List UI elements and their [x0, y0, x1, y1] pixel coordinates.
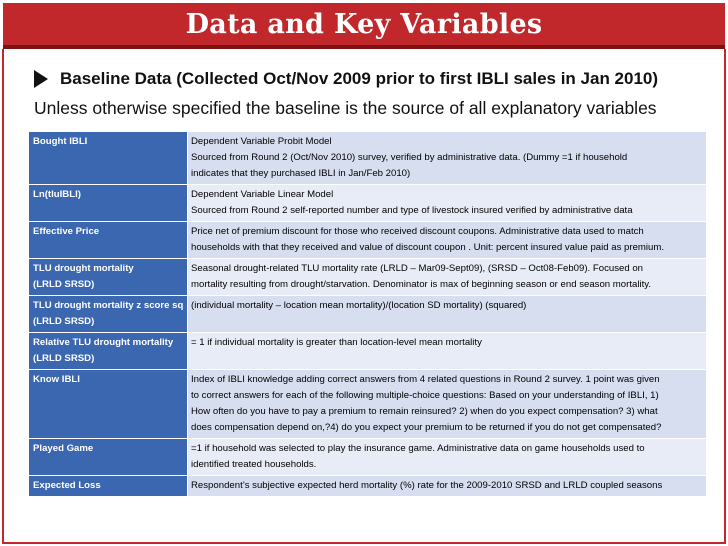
table-row: [29, 439, 707, 476]
table-row: [29, 296, 707, 333]
variable-description-cell: [188, 439, 707, 476]
variable-description-line: to correct answers for each of the following multiple-choice questions: Based on your understanding of IBLI, 1): [191, 390, 659, 401]
variable-name-cell: [29, 185, 188, 222]
variable-description-line: Respondent’s subjective expected herd mortality (%) rate for the 2009-2010 SRSD and LRLD coupled seasons: [191, 480, 663, 491]
variable-name-line: Effective Price: [33, 226, 100, 237]
slide-title: Data and Key Variables: [185, 8, 543, 40]
variable-description-cell: [188, 185, 707, 222]
variable-description-line: How often do you have to pay a premium to remain reinsured? 2) when do you expect compensation? 3) what: [191, 406, 658, 417]
variable-name-line: TLU drought mortality z score sq: [33, 300, 184, 311]
variable-description-line: Price net of premium discount for those who received discount coupons. Administrative data used to match: [191, 226, 644, 237]
variable-name-line: Know IBLI: [33, 374, 80, 385]
bullet-text: Baseline Data (Collected Oct/Nov 2009 prior to first IBLI sales in Jan 2010): [60, 69, 659, 88]
variable-description-line: = 1 if individual mortality is greater than location-level mean mortality: [191, 337, 482, 348]
table-row: [29, 222, 707, 259]
variable-name-line: Relative TLU drought mortality: [33, 337, 174, 348]
variable-description-line: Sourced from Round 2 (Oct/Nov 2010) survey, verified by administrative data. (Dummy =1 if household: [191, 152, 628, 163]
variable-name-cell: [29, 333, 188, 370]
variable-description-cell: [188, 222, 707, 259]
left-border: [2, 49, 4, 544]
arrow-bullet-icon: [34, 70, 48, 88]
variable-name-cell: [29, 476, 188, 497]
variable-name-line: (LRLD SRSD): [33, 279, 95, 290]
variable-description-line: Sourced from Round 2 self-reported number and type of livestock insured verified by administrative data: [191, 205, 633, 216]
variable-description-line: =1 if household was selected to play the insurance game. Administrative data on game households used to: [191, 443, 645, 454]
variable-description-line: does compensation depend on,?4) do you expect your premium to be returned if you do not get compensated?: [191, 422, 662, 433]
variables-table: [28, 131, 707, 497]
title-bar: [3, 3, 725, 49]
variable-description-line: Dependent Variable Linear Model: [191, 189, 334, 200]
table-row: [29, 132, 707, 185]
variable-description-cell: [188, 370, 707, 439]
variable-description-line: households with that they received and value of discount coupon . Unit: percent insured value paid as premium.: [191, 242, 665, 253]
variable-description-line: mortality resulting from drought/starvation. Denominator is max of beginning season or end season mortality.: [191, 279, 652, 290]
variable-name-line: Played Game: [33, 443, 94, 454]
variable-description-line: (individual mortality – location mean mortality)/(location SD mortality) (squared): [191, 300, 527, 311]
variable-name-cell: [29, 439, 188, 476]
variable-name-cell: [29, 259, 188, 296]
variable-description-cell: [188, 132, 707, 185]
variable-name-line: (LRLD SRSD): [33, 316, 95, 327]
table-row: [29, 259, 707, 296]
variable-description-line: indicates that they purchased IBLI in Jan/Feb 2010): [191, 168, 411, 179]
variable-description-cell: [188, 259, 707, 296]
bottom-border: [2, 542, 726, 544]
variable-name-line: Expected Loss: [33, 480, 101, 491]
variable-name-line: (LRLD SRSD): [33, 353, 95, 364]
table-row: [29, 185, 707, 222]
variable-name-line: TLU drought mortality: [33, 263, 134, 274]
variable-description-line: identified treated households.: [191, 459, 317, 470]
table-row: [29, 476, 707, 497]
variable-name-cell: [29, 296, 188, 333]
variable-description-line: Seasonal drought-related TLU mortality rate (LRLD – Mar09-Sept09), (SRSD – Oct08-Feb09). Focused on: [191, 263, 644, 274]
variable-description-cell: [188, 333, 707, 370]
variable-description-line: Index of IBLI knowledge adding correct answers from 4 related questions in Round 2 survey. 1 point was given: [191, 374, 660, 385]
variable-name-line: Ln(tluIBLI): [33, 189, 81, 200]
right-border: [724, 49, 726, 544]
bullet-point: [34, 67, 658, 91]
variable-name-cell: [29, 222, 188, 259]
variable-description-line: Dependent Variable Probit Model: [191, 136, 332, 147]
table-row: [29, 333, 707, 370]
variable-name-line: Bought IBLI: [33, 136, 88, 147]
table-row: [29, 370, 707, 439]
subtitle-text: Unless otherwise specified the baseline is the source of all explanatory variables: [34, 98, 657, 118]
variable-description-cell: [188, 476, 707, 497]
variable-description-cell: [188, 296, 707, 333]
variable-name-cell: [29, 132, 188, 185]
variable-name-cell: [29, 370, 188, 439]
